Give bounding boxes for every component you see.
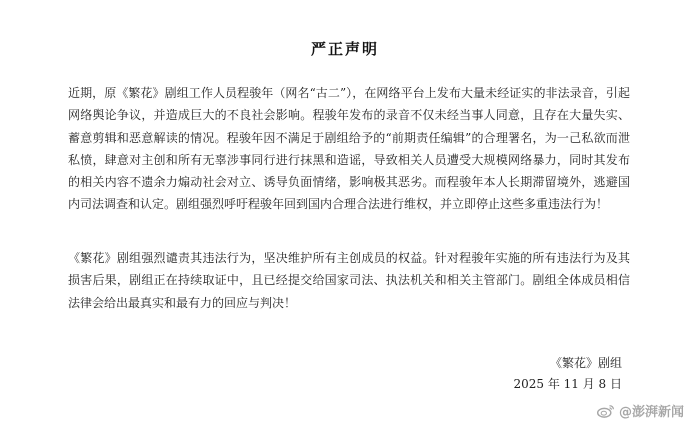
statement-date: 2025 年 11 月 8 日: [513, 377, 622, 391]
watermark-text: @澎湃新闻: [618, 405, 684, 420]
signature: 《繁花》剧组: [549, 356, 622, 370]
statement-title: 严正声明: [310, 40, 379, 58]
watermark: [597, 401, 684, 420]
statement-paragraph-2: 《繁花》剧组强烈谴责其违法行为，坚决维护所有主创成员的权益。针对程骏年实施的所有违法行为及其损害后果，剧组正在持续取证中，且已经提交给国家司法、执法机关和相关主管部门。剧组全体成员相信法律会给出最真实和最有力的回应与判决！: [68, 251, 630, 310]
statement-paragraph-1: 近期，原《繁花》剧组工作人员程骏年（网名“古二”），在网络平台上发布大量未经证实的非法录音，引起网络舆论争议，并造成巨大的不良社会影响。程骏年发布的录音不仅未经当事人同意，且存在大量失实、蓄意剪辑和恶意解读的情况。程骏年因不满足于剧组给予的“前期责任编辑”的合理署名，为一己私欲而泄私愤，肆意对主创和所有无辜涉事同行进行抹黑和造谣，导致相关人员遭受大规模网络暴力，同时其发布的相关内容不遗余力煽动社会对立、诱导负面情绪，影响极其恶劣。而程骏年本人长期滞留境外，逃避国内司法调查和认定。剧组强烈呼吁程骏年回到国内合理合法进行维权，并立即停止这些多重违法行为！: [68, 86, 630, 212]
weibo-icon: [597, 404, 615, 418]
